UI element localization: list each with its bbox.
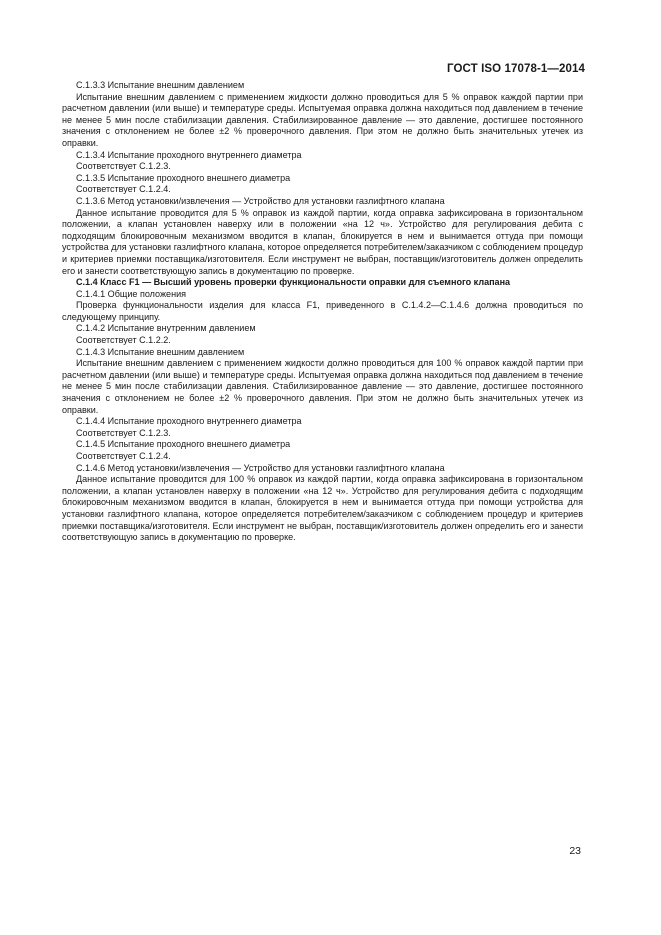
body-paragraph: Данное испытание проводится для 5 % оправок из каждой партии, когда оправка зафиксирована в горизонтальном положении, а клапан установлен наверху или в положении «на 12 ч». Устройство для регулирования дебита с подходящим блокировочным механизмом вводится в клапан, блокируется в нем и вынимается оттуда при помощи устройства для установки газлифтного клапана, которое определяется потребителем/заказчиком с соблюдением процедур и критериев приемки поставщика/изготовителя. Если инструмент не выбран, поставщик/изготовитель должен определить его и занести соответствующую запись в документацию по проверке.: [62, 207, 583, 276]
body-paragraph: Соответствует C.1.2.3.: [76, 161, 171, 172]
section-heading-c1-3-5: C.1.3.5 Испытание проходного внешнего диаметра: [76, 172, 291, 183]
section-heading-c1-4-3: C.1.4.3 Испытание внешним давлением: [76, 346, 245, 357]
body-paragraph: Данное испытание проводится для 100 % оправок из каждой партии, когда оправка зафиксирована в горизонтальном положении, а клапан установлен наверху в положении «на 12 ч». Устройство для регулирования дебита с подходящим блокировочным механизмом вводится в клапан, блокируется в нем и вынимается оттуда при помощи устройства для установки газлифтного клапана, которое определяется потребителем/заказчиком с соблюдением процедур и критериев приемки поставщика/изготовителя. Если инструмент не выбран, поставщик/изготовитель должен определить его и занести соответствующую запись в документацию по проверке.: [62, 474, 583, 543]
section-heading-c1-4-4: C.1.4.4 Испытание проходного внутреннего диаметра: [76, 416, 302, 427]
section-heading-c1-4-6: C.1.4.6 Метод установки/извлечения — Устройство для установки газлифтного клапана: [76, 462, 445, 473]
section-heading-c1-4: C.1.4 Класс F1 — Высший уровень проверки функциональности оправки для съемного клапана: [76, 277, 511, 288]
body-paragraph: Соответствует C.1.2.4.: [76, 451, 171, 461]
section-heading-c1-4-5: C.1.4.5 Испытание проходного внешнего диаметра: [76, 439, 291, 450]
section-heading-c1-3-6: C.1.3.6 Метод установки/извлечения — Устройство для установки газлифтного клапана: [76, 195, 445, 206]
document-body: [62, 80, 583, 544]
page-number: 23: [569, 845, 581, 857]
section-heading-c1-3-4: C.1.3.4 Испытание проходного внутреннего диаметра: [76, 149, 302, 160]
body-paragraph: Проверка функциональности изделия для класса F1, приведенного в C.1.4.2—C.1.4.6 должна проводиться по следующему принципу.: [62, 300, 583, 322]
section-heading-c1-4-1: C.1.4.1 Общие положения: [76, 288, 187, 299]
body-paragraph: Испытание внешним давлением с применением жидкости должно проводиться для 5 % оправок каждой партии при расчетном давлении (или выше) и температуре среды. Испытуемая оправка должна находиться под давлением в течение не менее 5 мин после стабилизации давления. Стабилизированное давление — это давление, достигшее постоянного значения с отклонением не более ±2 % проверочного давления. При этом не должно быть значительных утечек из оправки.: [62, 91, 583, 148]
body-paragraph: Соответствует C.1.2.4.: [76, 184, 171, 195]
body-paragraph: Испытание внешним давлением с применением жидкости должно проводиться для 100 % оправок каждой партии при расчетном давлении (или выше) и температуре среды. Испытуемая оправка должна находиться под давлением в течение не менее 5 мин после стабилизации давления. Стабилизированное давление — это давление, достигшее постоянного значения с отклонением не более ±2 % проверочного давления. При этом не должно быть значительных утечек из оправки.: [62, 358, 583, 415]
section-heading-c1-4-2: C.1.4.2 Испытание внутренним давлением: [76, 323, 256, 334]
section-heading-c1-3-3: C.1.3.3 Испытание внешним давлением: [76, 80, 245, 90]
body-paragraph: Соответствует C.1.2.2.: [76, 335, 171, 346]
document-header: ГОСТ ISO 17078-1—2014: [447, 63, 585, 75]
body-paragraph: Соответствует C.1.2.3.: [76, 427, 171, 438]
